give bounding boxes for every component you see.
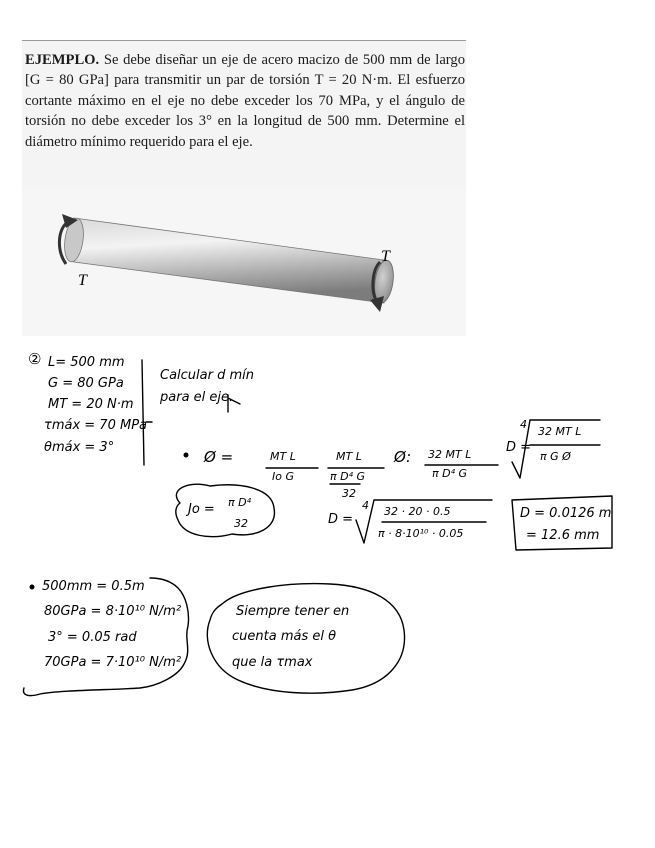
phi-label: Ø = xyxy=(204,448,234,466)
conversion-shear-stress: 70GPa = 7·10¹⁰ N/m² xyxy=(44,655,182,670)
root-index: 4 xyxy=(520,418,527,431)
given-shear-modulus: G = 80 GPa xyxy=(48,376,124,391)
reminder-line-3: que la τmax xyxy=(232,655,313,670)
polar-moment-lhs: Jo = xyxy=(188,502,215,517)
root-den: π G Ø xyxy=(540,450,571,463)
instruction-line-1: Calcular d mín xyxy=(160,368,254,383)
formula-frac2-num: MT L xyxy=(336,450,362,463)
substitution-num: 32 · 20 · 0.5 xyxy=(384,505,451,518)
d-label: D = xyxy=(506,440,532,455)
problem-body: Se debe diseñar un eje de acero macizo de 500 mm de largo [G = 80 GPa] para transmitir un par de torsión T = 20 N·m. El esfuerzo cortante máximo en el eje no debe exceder los 70 MPa, y el ángulo de torsión no debe exceder los 3° en la longitud de 500 mm. Determine el diámetro mínimo requerido para el eje. xyxy=(25,52,465,150)
torque-label-right: T xyxy=(381,248,390,265)
conversion-angle: 3° = 0.05 rad xyxy=(48,630,137,645)
formula-frac2-den2: 32 xyxy=(342,487,356,500)
formula-frac3-num: 32 MT L xyxy=(428,448,472,461)
formula-frac1-den: Io G xyxy=(272,470,294,483)
conversion-shear-modulus: 80GPa = 8·10¹⁰ N/m² xyxy=(44,604,182,619)
given-max-angle: θmáx = 3° xyxy=(44,440,115,455)
given-length: L= 500 mm xyxy=(48,355,125,370)
result-millimeters: = 12.6 mm xyxy=(526,528,600,543)
item-number: ② xyxy=(28,350,42,368)
polar-moment-den: 32 xyxy=(234,517,248,530)
polar-moment-num: π D⁴ xyxy=(228,496,251,509)
instruction-line-2: para el eje. xyxy=(160,390,234,405)
formula-frac1-num: MT L xyxy=(270,450,296,463)
substitution-root-index: 4 xyxy=(362,499,369,512)
problem-heading: EJEMPLO. xyxy=(25,52,100,68)
result-meters: D = 0.0126 m xyxy=(520,506,612,521)
phi2-label: Ø: xyxy=(394,448,412,466)
substitution-den: π · 8·10¹⁰ · 0.05 xyxy=(378,527,464,540)
reminder-line-2: cuenta más el θ xyxy=(232,629,337,644)
root-num: 32 MT L xyxy=(538,425,582,438)
conversion-length: 500mm = 0.5m xyxy=(42,579,145,594)
reminder-line-1: Siempre tener en xyxy=(236,604,350,619)
torque-label-left: T xyxy=(78,272,87,289)
formula-frac2-den: π D⁴ G xyxy=(330,470,366,483)
substitution-lhs: D = xyxy=(328,512,354,527)
given-max-shear: τmáx = 70 MPa xyxy=(44,418,148,433)
given-torque: MT = 20 N·m xyxy=(48,397,134,412)
formula-frac3-den: π D⁴ G xyxy=(432,467,468,480)
